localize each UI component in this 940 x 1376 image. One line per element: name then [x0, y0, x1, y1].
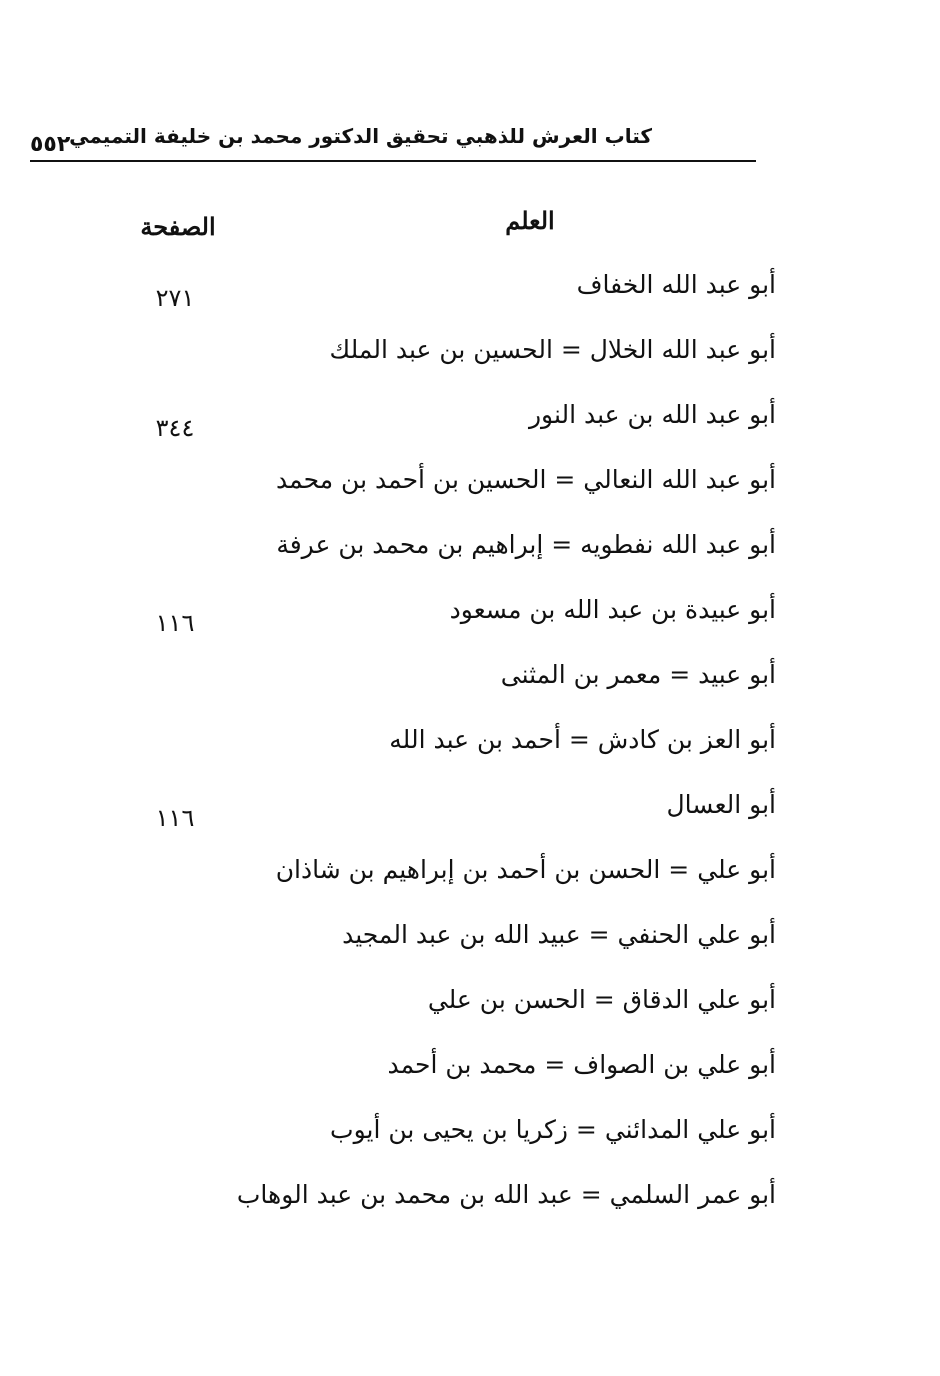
index-entry — [0, 331, 940, 396]
index-entry — [0, 1046, 940, 1111]
page-column-heading: الصفحة — [140, 212, 216, 241]
index-entry — [0, 981, 940, 1046]
book-title: كتاب العرش للذهبي تحقيق الدكتور محمد بن خليفة التميمي — [69, 124, 652, 148]
index-entry — [0, 916, 940, 981]
entry-name: أبو عبد الله الخلال = الحسين بن عبد الملك — [329, 335, 776, 364]
index-entry — [0, 786, 940, 851]
index-entry — [0, 656, 940, 721]
entry-page: ٢٧١ — [155, 284, 195, 312]
entry-name: أبو عبيدة بن عبد الله بن مسعود — [449, 595, 776, 624]
entry-name: أبو علي بن الصواف = محمد بن أحمد — [387, 1050, 776, 1079]
entry-name: أبو عبيد = معمر بن المثنى — [500, 660, 776, 689]
index-entry — [0, 591, 940, 656]
index-entry — [0, 851, 940, 916]
entry-name: أبو علي = الحسن بن أحمد بن إبراهيم بن شاذان — [275, 855, 776, 884]
index-entry — [0, 266, 940, 331]
index-entry — [0, 461, 940, 526]
entry-name: أبو علي الدقاق = الحسن بن علي — [427, 985, 776, 1014]
entry-name: أبو علي الحنفي = عبيد الله بن عبد المجيد — [342, 920, 776, 949]
index-entry — [0, 526, 940, 591]
entry-name: أبو علي المدائني = زكريا بن يحيى بن أيوب — [330, 1115, 776, 1144]
entry-page: ١١٦ — [155, 804, 195, 832]
index-entry — [0, 1176, 940, 1241]
entry-page: ١١٦ — [155, 609, 195, 637]
name-column-heading: العلم — [505, 206, 555, 235]
page-header — [30, 118, 756, 162]
index-entry — [0, 396, 940, 461]
entry-name: أبو عبد الله نفطويه = إبراهيم بن محمد بن عرفة — [276, 530, 776, 559]
index-entry — [0, 721, 940, 786]
index-list — [0, 266, 940, 1241]
entry-name: أبو عبد الله الخفاف — [576, 270, 776, 299]
index-entry — [0, 1111, 940, 1176]
page-number: ٥٥٢ — [30, 132, 71, 157]
entry-name: أبو العسال — [666, 790, 776, 819]
entry-name: أبو عبد الله بن عبد النور — [528, 400, 776, 429]
entry-name: أبو عبد الله النعالي = الحسين بن أحمد بن محمد — [276, 465, 776, 494]
entry-name: أبو عمر السلمي = عبد الله بن محمد بن عبد الوهاب — [236, 1180, 776, 1209]
column-headings — [0, 206, 940, 250]
entry-name: أبو العز بن كادش = أحمد بن عبد الله — [389, 725, 776, 754]
entry-page: ٣٤٤ — [155, 414, 195, 442]
